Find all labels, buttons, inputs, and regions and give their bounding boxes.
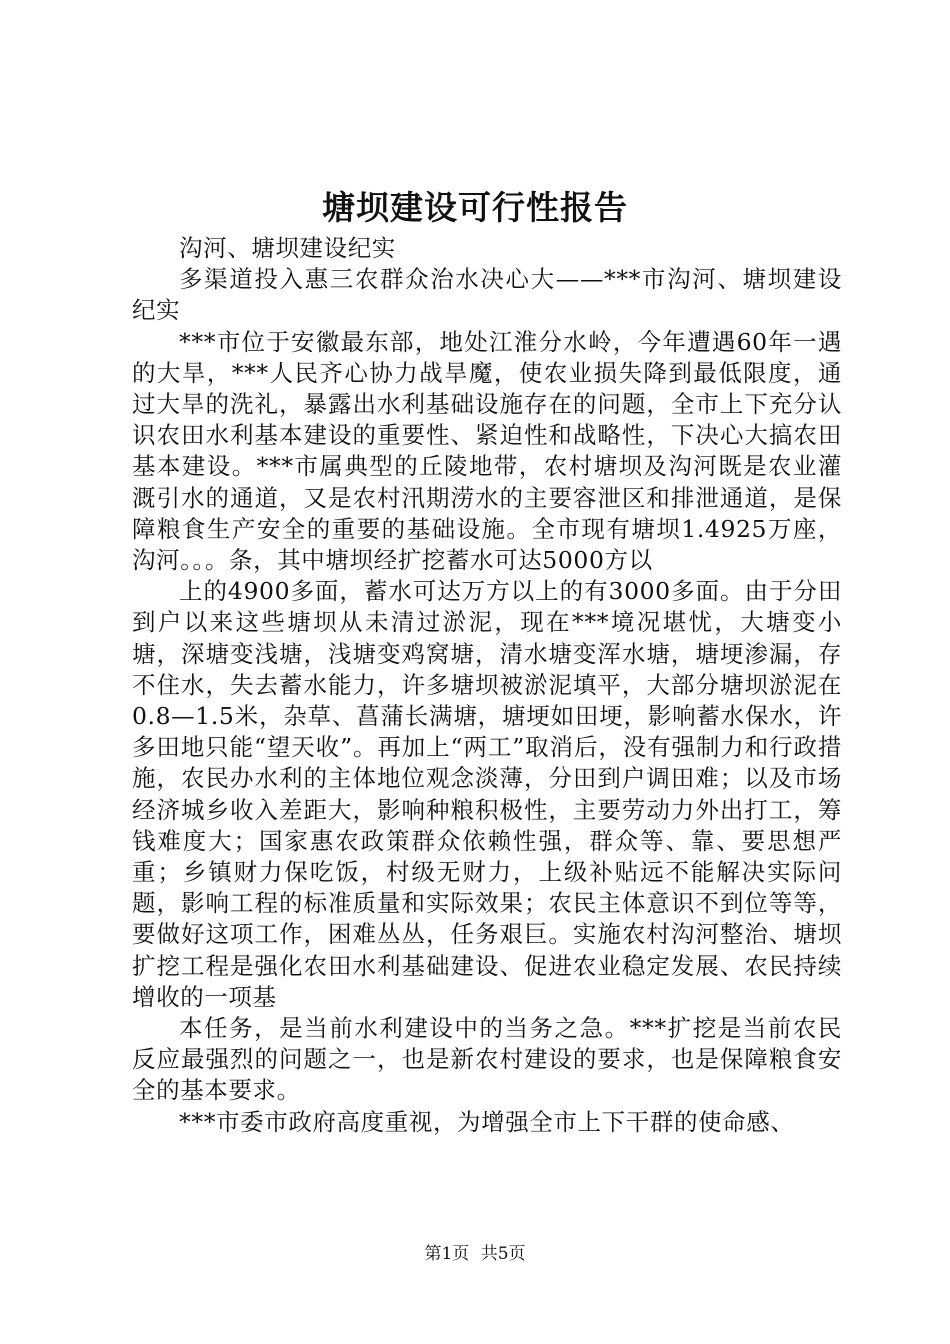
page-number: 第1页: [424, 1244, 470, 1264]
paragraph-subtitle: 沟河、塘坝建设纪实: [179, 234, 396, 262]
paragraph: 本任务，是当前水利建设中的当务之急。***扩挖是当前农民反应最强烈的问题之一，也是新农村建设的要求，也是保障粮食安全的基本要求。: [132, 1014, 842, 1105]
page-footer: [0, 1242, 950, 1266]
paragraph: 上的4900多面，蓄水可达万方以上的有3000多面。由于分田到户以来这些塘坝从未清过淤泥，现在***境况堪忧，大塘变小塘，深塘变浅塘，浅塘变鸡窝塘，清水塘变浑水塘，塘埂渗漏，存不住水，失去蓄水能力，许多塘坝被淤泥填平，大部分塘坝淤泥在0.8—1.5米，杂草、菖蒲长满塘，塘埂如田埂，影响蓄水保水，许多田地只能“望天收”。再加上“两工”取消后，没有强制力和行政措施，农民办水利的主体地位观念淡薄，分田到户调田难；以及市场经济城乡收入差距大，影响种粮积极性，主要劳动力外出打工，筹钱难度大；国家惠农政策群众依赖性强，群众等、靠、要思想严重；乡镇财力保吃饭，村级无财力，上级补贴远不能解决实际问题，影响工程的标准质量和实际效果；农民主体意识不到位等等，要做好这项工作，困难丛丛，任务艰巨。实施农村沟河整治、塘坝扩挖工程是强化农田水利基础建设、促进农业稳定发展、农民持续增收的一项基: [132, 577, 842, 1011]
document-title: 塘坝建设可行性报告: [322, 188, 628, 227]
document-body: [132, 233, 842, 1138]
page-total: 共5页: [480, 1244, 526, 1264]
paragraph-heading: 多渠道投入惠三农群众治水决心大——***市沟河、塘坝建设纪实: [132, 265, 842, 325]
paragraph: ***市委市政府高度重视，为增强全市上下干群的使命感、: [179, 1107, 795, 1136]
paragraph: ***市位于安徽最东部，地处江淮分水岭，今年遭遇60年一遇的大旱，***人民齐心协力战旱魔，使农业损失降到最低限度，通过大旱的洗礼，暴露出水利基础设施存在的问题，全市上下充分认识农田水利基本建设的重要性、紧迫性和战略性，下决心大搞农田基本建设。***市属典型的丘陵地带，农村塘坝及沟河既是农业灌溉引水的通道，又是农村汛期涝水的主要容泄区和排泄通道，是保障粮食生产安全的重要的基础设施。全市现有塘坝1.4925万座，沟河。。。条，其中塘坝经扩挖蓄水可达5000方以: [132, 327, 842, 575]
